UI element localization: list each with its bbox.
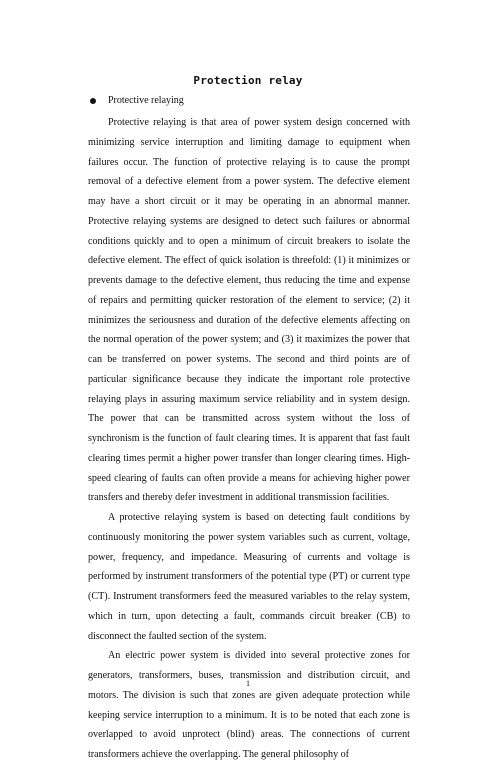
page-title: Protection relay <box>193 74 303 87</box>
paragraph-3: An electric power system is divided into several protective zones for generators, transformers, buses, transmission and distribution circuit, and motors. The division is such that zones are given adequate protection while keeping service interruption to a minimum. It is to be noted that each zone is overlapped to avoid unprotect (blind) areas. The connections of current transformers achieve the overlapping. The general philosophy of <box>88 650 410 760</box>
paragraph-2: A protective relaying system is based on detecting fault conditions by continuously monitoring the power system variables such as current, voltage, power, frequency, and impedance. Measuring of currents and voltage is performed by instrument transformers of the potential type (PT) or current type (CT). Instrument transformers feed the measured variables to the relay system, which in turn, upon detecting a fault, commands circuit breaker (CB) to disconnect the faulted section of the system. <box>88 512 410 642</box>
paragraph-1: Protective relaying is that area of power system design concerned with minimizing service interruption and limiting damage to equipment when failures occur. The function of protective relaying is to cause the prompt removal of a defective element from a power system. The defective element may have a short circuit or it may be operating in an abnormal manner. Protective relaying systems are designed to detect such failures or abnormal conditions quickly and to open a minimum of circuit breakers to isolate the defective element. The effect of quick isolation is threefold: (1) it minimizes or prevents damage to the defective element, thus reducing the time and expense of repairs and permitting quicker restoration of the element to service; (2) it minimizes the seriousness and duration of the defective elements affecting on the normal operation of the power system; and (3) it maximizes the power that can be transferred on power systems. The second and third points are of particular significance because they indicate the important role protective relaying plays in assuring maximum service reliability and in system design. The power that can be transmitted across system without the loss of synchronism is the function of fault clearing times. It is apparent that fast fault clearing times permit a higher power transfer than longer clearing times. High-speed clearing of faults can often provide a means for achieving higher power transfers and thereby defer investment in additional transmission facilities. <box>88 117 410 504</box>
bullet-heading-text: Protective relaying <box>108 95 184 106</box>
bullet-heading <box>88 95 184 106</box>
page-number: 1 <box>246 679 250 688</box>
bullet-icon <box>90 98 96 104</box>
body-text <box>88 113 410 765</box>
